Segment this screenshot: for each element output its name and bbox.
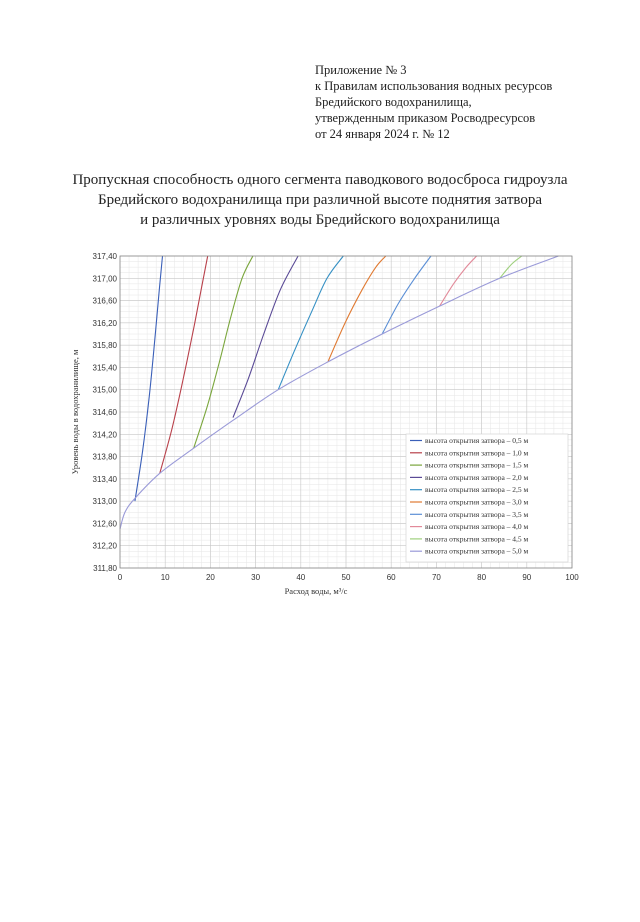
appendix-line: Бредийского водохранилища,	[315, 95, 472, 109]
x-tick-label: 30	[251, 573, 261, 582]
y-tick-label: 313,00	[92, 497, 117, 507]
legend-entry: высота открытия затвора – 2,0 м	[425, 472, 529, 482]
x-tick-label: 40	[296, 573, 306, 582]
chart-title-line: Бредийского водохранилища при различной высоте поднятия затвора	[97, 192, 543, 208]
appendix-line: от 24 января 2024 г. № 12	[315, 127, 450, 141]
y-tick-label: 315,40	[92, 363, 117, 373]
y-tick-label: 311,80	[93, 564, 117, 573]
legend-entry: высота открытия затвора – 3,5 м	[425, 509, 529, 519]
y-tick-label: 316,20	[92, 318, 117, 328]
appendix-line: Приложение № 3	[315, 63, 407, 77]
y-tick-label: 314,20	[92, 430, 117, 440]
legend	[406, 434, 568, 562]
x-tick-label: 60	[386, 573, 396, 582]
chart-title-line: и различных уровнях воды Бредийского водохранилища	[140, 212, 500, 228]
x-tick-label: 20	[205, 573, 215, 582]
appendix-line: к Правилам использования водных ресурсов	[315, 79, 553, 93]
chart-title-line: Пропускная способность одного сегмента паводкового водосброса гидроузла	[72, 172, 568, 188]
legend-entry: высота открытия затвора – 1,0 м	[425, 448, 529, 458]
x-tick-label: 80	[477, 573, 487, 582]
legend-entry: высота открытия затвора – 4,5 м	[425, 534, 529, 544]
legend-entry: высота открытия затвора – 4,0 м	[425, 522, 529, 532]
legend-entry: высота открытия затвора – 2,5 м	[425, 485, 529, 495]
y-tick-label: 315,80	[92, 341, 117, 351]
y-tick-label: 313,40	[92, 474, 117, 484]
y-axis-label: Уровень воды в водохранилище, м	[70, 349, 80, 475]
y-tick-label: 314,60	[92, 408, 117, 417]
legend-entry: высота открытия затвора – 0,5 м	[425, 436, 529, 445]
x-tick-label: 0	[117, 573, 123, 582]
legend-entry: высота открытия затвора – 3,0 м	[425, 497, 529, 507]
x-tick-label: 100	[565, 573, 579, 582]
x-tick-label: 10	[160, 573, 170, 582]
y-tick-label: 312,60	[92, 519, 117, 529]
y-tick-label: 317,40	[92, 252, 117, 261]
legend-entry: высота открытия затвора – 5,0 м	[425, 546, 529, 556]
x-tick-label: 50	[341, 573, 351, 582]
legend-entry: высота открытия затвора – 1,5 м	[425, 460, 529, 470]
y-tick-label: 317,00	[92, 274, 117, 284]
appendix-line: утвержденным приказом Росводресурсов	[315, 111, 536, 125]
x-tick-label: 90	[522, 573, 532, 582]
y-tick-label: 313,80	[92, 452, 117, 462]
y-tick-label: 312,20	[92, 541, 117, 551]
y-tick-label: 316,60	[92, 296, 117, 306]
x-axis-label: Расход воды, м³/с	[284, 586, 348, 596]
x-tick-label: 70	[431, 573, 441, 582]
y-tick-label: 315,00	[92, 385, 117, 395]
